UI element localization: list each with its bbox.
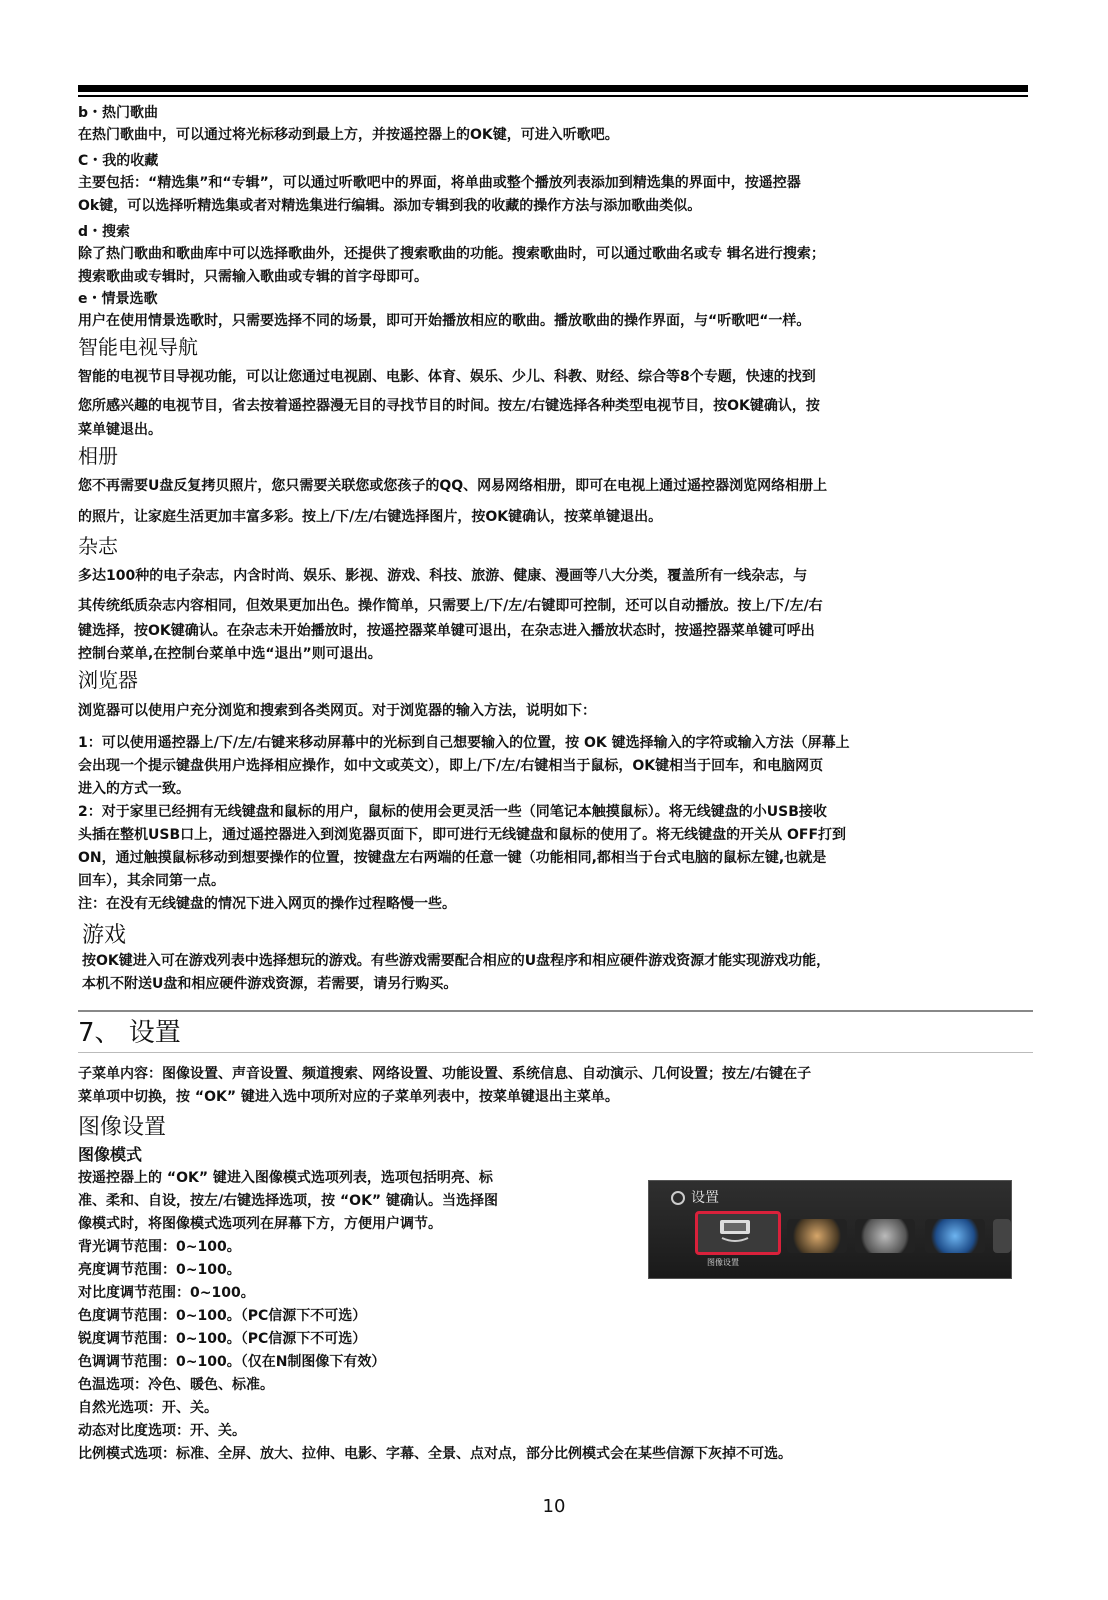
paragraph-line: 智能的电视节目导视功能，可以让您通过电视剧、电影、体育、娱乐、少儿、科教、财经、综合等8个专题，快速的找到 [78,369,816,385]
item-line: 用户在使用情景选歌时，只需要选择不同的场景，即可开始播放相应的歌曲。播放歌曲的操作界面，与“听歌吧“一样。 [78,313,811,329]
item-line: 在热门歌曲中，可以通过将光标移动到最上方，并按遥控器上的OK键，可进入听歌吧。 [78,127,619,143]
section-title: 7、 设置 [78,1018,181,1048]
heading-browser: 浏览器 [78,668,138,692]
settings-header-label: 设置 [691,1190,719,1206]
paragraph-line: 多达100种的电子杂志，内含时尚、娱乐、影视、游戏、科技、旅游、健康、漫画等八大分类，覆盖所有一线杂志，与 [78,568,808,584]
item-line: Ok键，可以选择听精选集或者对精选集进行编辑。添加专辑到我的收藏的操作方法与添加歌曲类似。 [78,198,702,214]
paragraph-line: 菜单键退出。 [78,422,162,438]
item-line: 搜索歌曲或专辑时，只需输入歌曲或专辑的首字母即可。 [78,269,428,285]
paragraph-line: 其传统纸质杂志内容相同，但效果更加出色。操作简单，只需要上/下/左/右键即可控制，还可以自动播放。按上/下/左/右 [78,598,823,614]
paragraph-line: 2：对于家里已经拥有无线键盘和鼠标的用户，鼠标的使用会更灵活一些（同笔记本触摸鼠标）。将无线键盘的小USB接收 [78,804,827,820]
paragraph-line: 像模式时，将图像模式选项列在屏幕下方，方便用户调节。 [78,1216,442,1232]
list-item: 锐度调节范围：0~100。（PC信源下不可选） [78,1331,367,1347]
selected-tile-label: 图像设置 [707,1258,739,1267]
network-settings-icon[interactable] [925,1219,985,1253]
more-settings-icon[interactable] [993,1219,1011,1253]
list-item: 色温选项：冷色、暖色、标准。 [78,1377,274,1393]
gear-icon [671,1191,685,1205]
item-hot-songs [78,103,1033,147]
paragraph-line: 您所感兴趣的电视节目，省去按着遥控器漫无目的寻找节目的时间。按左/右键选择各种类型电视节目，按OK键确认，按 [78,398,820,414]
paragraph-line: 控制台菜单,在控制台菜单中选“退出”则可退出。 [78,646,382,662]
picture-icon [698,1214,772,1246]
heading-tv-guide: 智能电视导航 [78,335,198,359]
paragraph-line: 会出现一个提示键盘供用户选择相应操作，如中文或英文），即上/下/左/右键相当于鼠标，OK键相当于回车，和电脑网页 [78,758,824,774]
channel-search-icon[interactable] [855,1219,915,1253]
image-settings-list [78,1167,628,1443]
picture-settings-tile[interactable] [695,1211,781,1255]
heading-magazine: 杂志 [78,534,118,558]
list-item: 背光调节范围：0~100。 [78,1239,241,1255]
list-item: 动态对比度选项：开、关。 [78,1423,246,1439]
item-title: d・搜索 [78,224,131,240]
paragraph-line: 回车），其余同第一点。 [78,873,225,889]
paragraph-line: 浏览器可以使用户充分浏览和搜索到各类网页。对于浏览器的输入方法，说明如下： [78,703,596,719]
item-line: 主要包括：“精选集”和“专辑”，可以通过听歌吧中的界面，将单曲或整个播放列表添加到精选集的界面中，按遥控器 [78,175,801,191]
paragraph-line: 准、柔和、自设，按左/右键选择选项，按 “OK” 键确认。当选择图 [78,1193,499,1209]
list-item: 色度调节范围：0~100。（PC信源下不可选） [78,1308,367,1324]
list-item: 对比度调节范围：0~100。 [78,1285,255,1301]
item-search [78,222,1033,289]
top-rule-thick [78,85,1028,92]
page-number: 10 [542,1496,566,1517]
paragraph-line: 本机不附送U盘和相应硬件游戏资源，若需要，请另行购买。 [82,976,458,992]
paragraph-line: 您不再需要U盘反复拷贝照片，您只需要关联您或您孩子的QQ、网易网络相册，即可在电视上通过遥控器浏览网络相册上 [78,478,828,494]
paragraph-line: ON，通过触摸鼠标移动到想要操作的位置，按键盘左右两端的任意一键（功能相同,都相当于台式电脑的鼠标左键,也就是 [78,850,827,866]
sound-settings-icon[interactable] [787,1219,847,1253]
subheading-image-mode: 图像模式 [78,1145,143,1164]
item-scene-songs [78,289,1033,333]
item-favorites [78,151,1033,218]
paragraph-line: 注：在没有无线键盘的情况下进入网页的操作过程略慢一些。 [78,896,456,912]
heading-album: 相册 [78,444,118,468]
settings-menu-screenshot [648,1180,1012,1279]
item-line: 除了热门歌曲和歌曲库中可以选择歌曲外，还提供了搜索歌曲的功能。搜索歌曲时，可以通过歌曲名或专 辑名进行搜索； [78,246,825,262]
list-item: 自然光选项：开、关。 [78,1400,218,1416]
item-title: C・我的收藏 [78,153,159,169]
settings-header [671,1187,719,1207]
item-title: b・热门歌曲 [78,105,159,121]
list-item: 比例模式选项：标准、全屏、放大、拉伸、电影、字幕、全景、点对点，部分比例模式会在某些信源下灰掉不可选。 [78,1446,792,1462]
paragraph-line: 的照片，让家庭生活更加丰富多彩。按上/下/左/右键选择图片，按OK键确认，按菜单键退出。 [78,509,663,525]
paragraph-line: 子菜单内容：图像设置、声音设置、频道搜索、网络设置、功能设置、系统信息、自动演示、几何设置；按左/右键在子 [78,1066,812,1082]
paragraph-line: 菜单项中切换，按 “OK” 键进入选中项所对应的子菜单列表中，按菜单键退出主菜单。 [78,1089,619,1105]
section-rule-top [78,1010,1033,1012]
heading-image-settings: 图像设置 [78,1115,167,1140]
item-title: e・情景选歌 [78,291,158,307]
paragraph-line: 键选择，按OK键确认。在杂志未开始播放时，按遥控器菜单键可退出，在杂志进入播放状态时，按遥控器菜单键可呼出 [78,623,815,639]
heading-game: 游戏 [82,923,127,948]
top-rule-thin [78,95,1028,97]
paragraph-line: 头插在整机USB口上，通过遥控器进入到浏览器页面下，即可进行无线键盘和鼠标的使用了。将无线键盘的开关从 OFF打到 [78,827,847,843]
list-item: 色调调节范围：0~100。（仅在N制图像下有效） [78,1354,386,1370]
paragraph-line: 按OK键进入可在游戏列表中选择想玩的游戏。有些游戏需要配合相应的U盘程序和相应硬件游戏资源才能实现游戏功能， [82,953,831,969]
list-item: 亮度调节范围：0~100。 [78,1262,241,1278]
paragraph-line: 按遥控器上的 “OK” 键进入图像模式选项列表，选项包括明亮、标 [78,1170,493,1186]
paragraph-line: 进入的方式一致。 [78,781,190,797]
paragraph-line: 1：可以使用遥控器上/下/左/右键来移动屏幕中的光标到自己想要输入的位置，按 OK 键选择输入的字符或输入方法（屏幕上 [78,735,850,751]
